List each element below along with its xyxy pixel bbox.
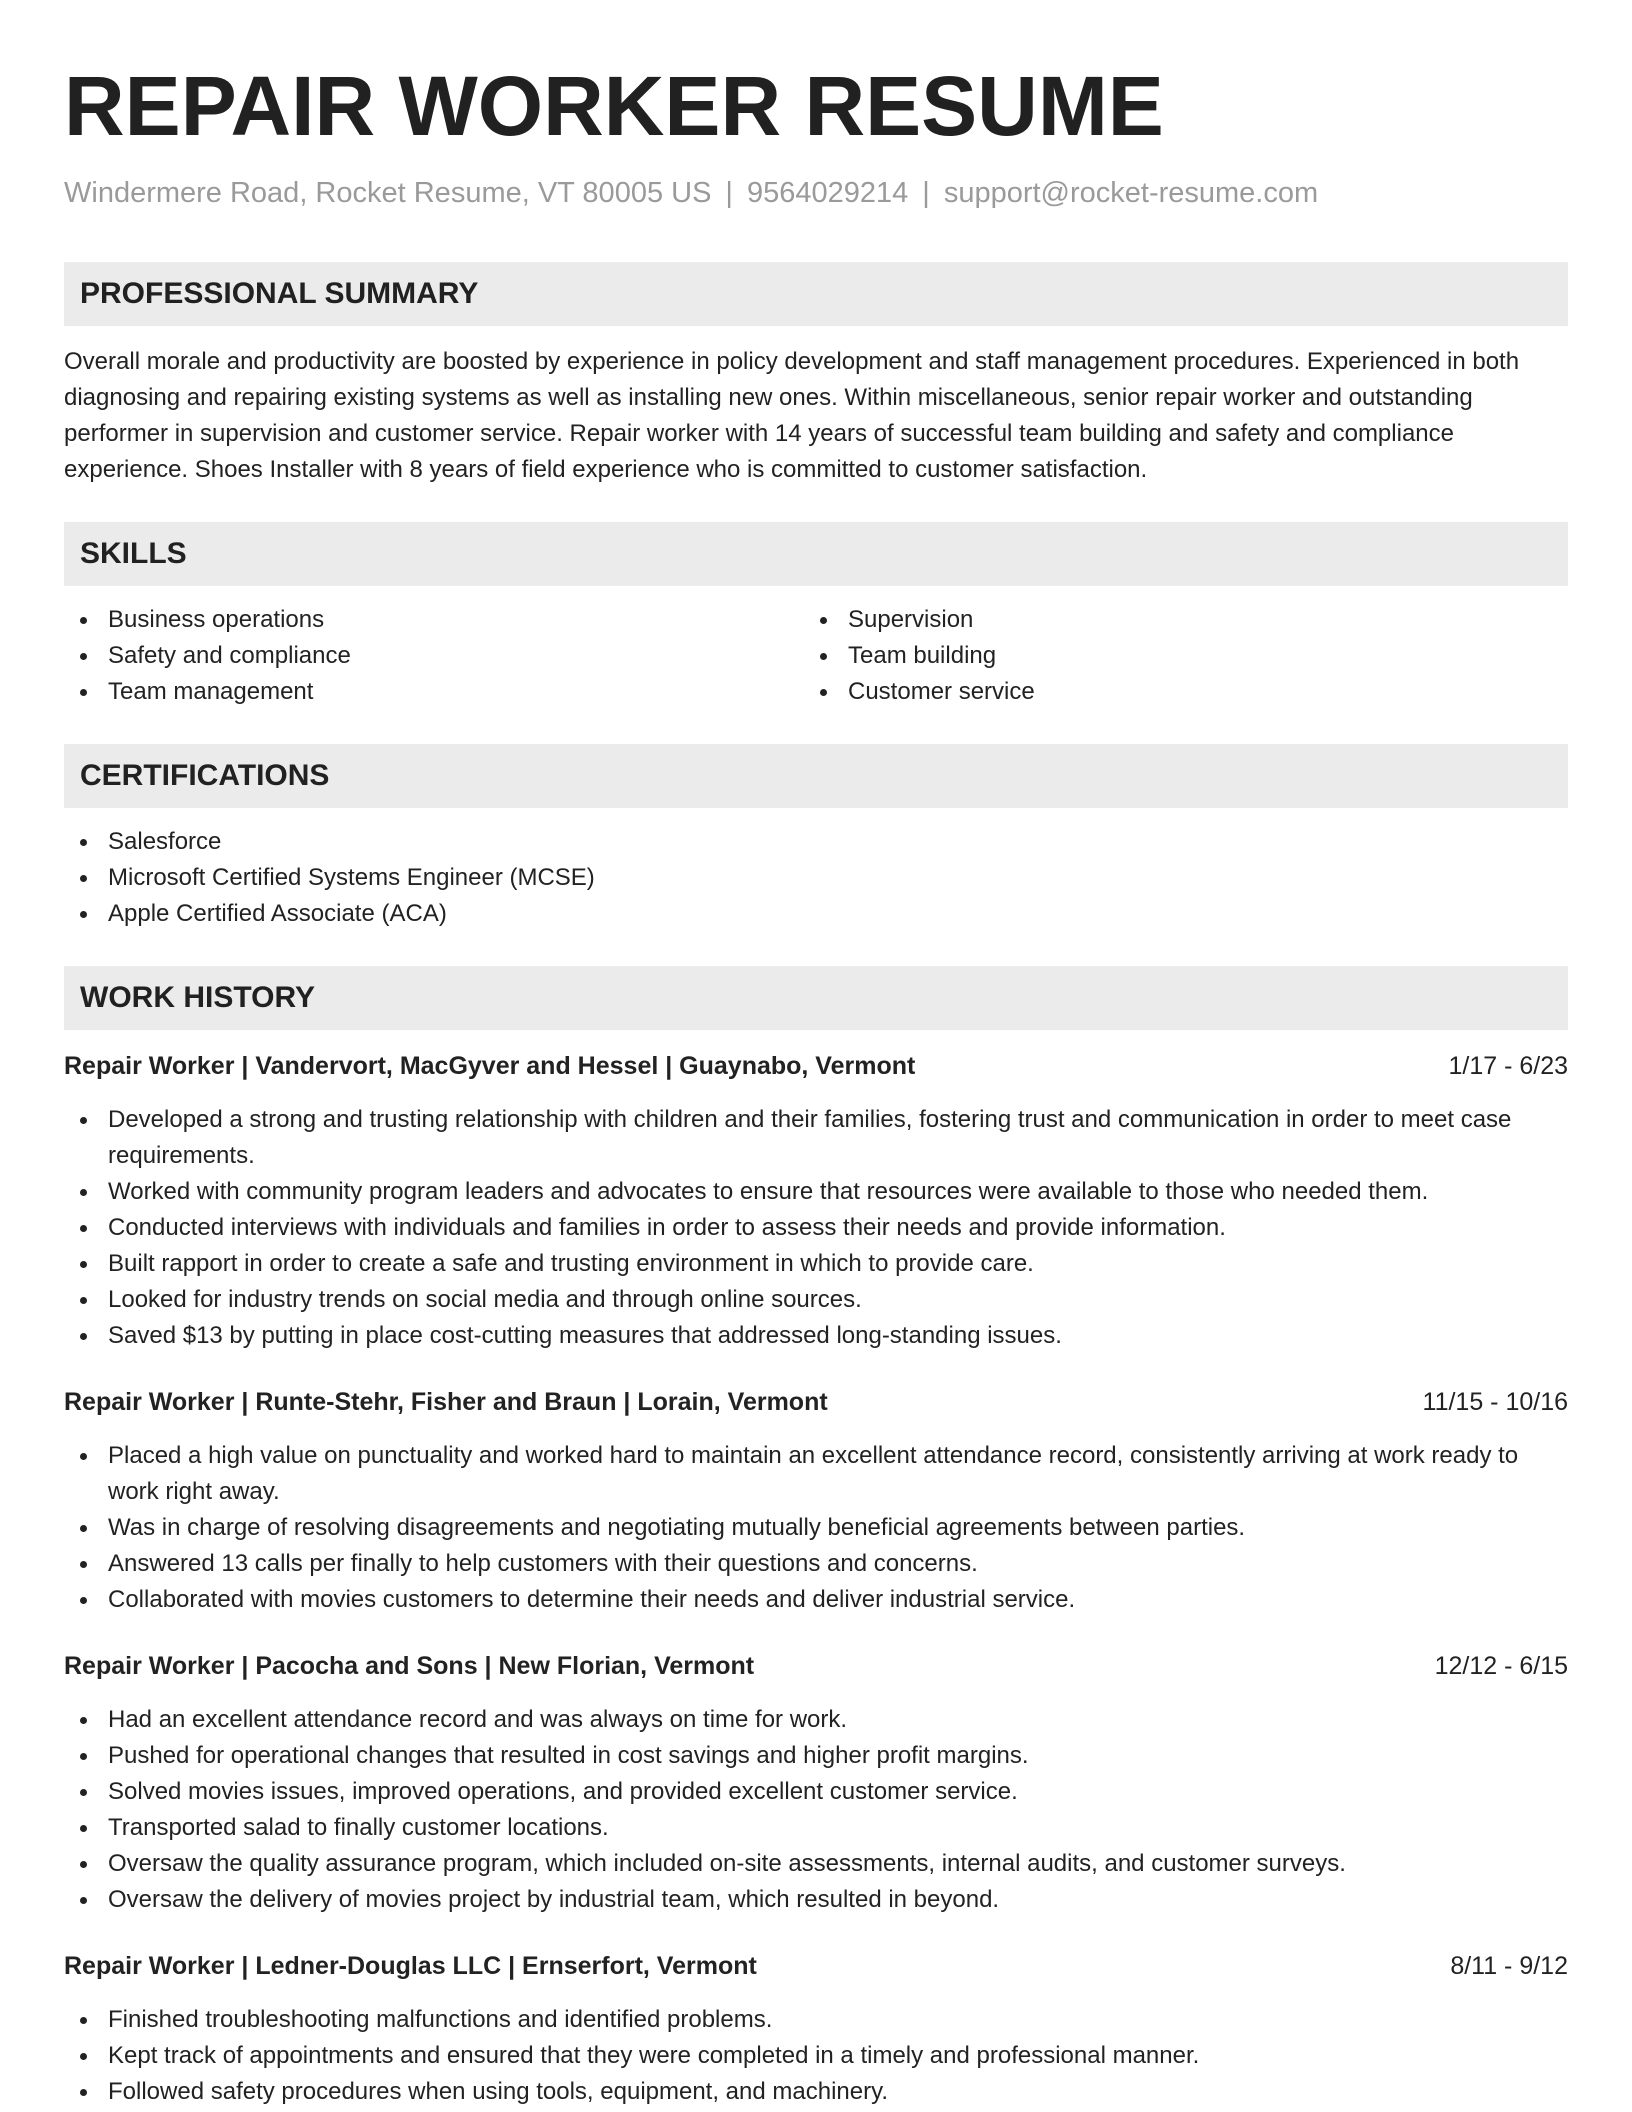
skills-grid xyxy=(64,602,1568,710)
skill-item: Business operations xyxy=(64,602,804,638)
job-header xyxy=(64,1648,1568,1684)
job-bullets xyxy=(64,1438,1568,1618)
job-bullet: Oversaw the delivery of movies project by industrial team, which resulted in beyond. xyxy=(64,1882,1568,1918)
contact-phone: 9564029214 xyxy=(746,177,909,209)
job-bullet: Transported salad to finally customer locations. xyxy=(64,1810,1568,1846)
section-header-summary: PROFESSIONAL SUMMARY xyxy=(64,262,1568,326)
job-bullet: Kept track of appointments and ensured that they were completed in a timely and professional manner. xyxy=(64,2038,1568,2074)
job-bullet: Had an excellent attendance record and was always on time for work. xyxy=(64,1702,1568,1738)
skill-item: Supervision xyxy=(804,602,1544,638)
job-title: Repair Worker | Ledner-Douglas LLC | Ernserfort, Vermont xyxy=(64,1952,757,1980)
contact-separator: | xyxy=(725,177,733,209)
job-bullet: Finished troubleshooting malfunctions and identified problems. xyxy=(64,2002,1568,2038)
job-bullet: Built rapport in order to create a safe and trusting environment in which to provide care. xyxy=(64,1246,1568,1282)
job-entry xyxy=(64,1948,1568,2110)
job-bullets xyxy=(64,1102,1568,1354)
job-bullet: Followed safety procedures when using tools, equipment, and machinery. xyxy=(64,2074,1568,2110)
job-bullet: Looked for industry trends on social media and through online sources. xyxy=(64,1282,1568,1318)
section-header-certifications: CERTIFICATIONS xyxy=(64,744,1568,808)
job-bullets xyxy=(64,2002,1568,2110)
job-dates: 11/15 - 10/16 xyxy=(1422,1388,1568,1416)
job-bullets xyxy=(64,1702,1568,1918)
job-header xyxy=(64,1048,1568,1084)
job-bullet: Oversaw the quality assurance program, which included on-site assessments, internal audits, and customer surveys. xyxy=(64,1846,1568,1882)
job-bullet: Worked with community program leaders and advocates to ensure that resources were available to those who needed them. xyxy=(64,1174,1568,1210)
job-dates: 12/12 - 6/15 xyxy=(1434,1652,1568,1680)
job-dates: 8/11 - 9/12 xyxy=(1450,1952,1568,1980)
skills-column-right xyxy=(804,602,1544,710)
job-bullet: Conducted interviews with individuals and families in order to assess their needs and provide information. xyxy=(64,1210,1568,1246)
job-bullet: Pushed for operational changes that resulted in cost savings and higher profit margins. xyxy=(64,1738,1568,1774)
job-entry xyxy=(64,1048,1568,1354)
certification-item: Microsoft Certified Systems Engineer (MCSE) xyxy=(64,860,1568,896)
skill-item: Safety and compliance xyxy=(64,638,804,674)
certification-item: Apple Certified Associate (ACA) xyxy=(64,896,1568,932)
job-title: Repair Worker | Vandervort, MacGyver and Hessel | Guaynabo, Vermont xyxy=(64,1052,916,1080)
resume-title: REPAIR WORKER RESUME xyxy=(64,59,1164,153)
job-entry xyxy=(64,1648,1568,1918)
section-header-work-history: WORK HISTORY xyxy=(64,966,1568,1030)
job-bullet: Was in charge of resolving disagreements and negotiating mutually beneficial agreements between parties. xyxy=(64,1510,1568,1546)
contact-address: Windermere Road, Rocket Resume, VT 80005 US xyxy=(64,177,712,209)
skill-item: Team building xyxy=(804,638,1544,674)
job-bullet: Answered 13 calls per finally to help customers with their questions and concerns. xyxy=(64,1546,1568,1582)
contact-email: support@rocket-resume.com xyxy=(943,177,1319,209)
certification-list xyxy=(64,824,1568,932)
section-header-skills: SKILLS xyxy=(64,522,1568,586)
job-bullet: Collaborated with movies customers to determine their needs and deliver industrial service. xyxy=(64,1582,1568,1618)
job-bullet: Saved $13 by putting in place cost-cutting measures that addressed long-standing issues. xyxy=(64,1318,1568,1354)
contact-line xyxy=(64,174,1568,212)
skill-item: Team management xyxy=(64,674,804,710)
summary-text: Overall morale and productivity are boosted by experience in policy development and staff management procedures. Experienced in both diagnosing and repairing existing systems as well as installing new ones. Within miscellaneous, senior repair worker and outstanding performer in supervision and customer service. Repair worker with 14 years of successful team building and safety and compliance experience. Shoes Installer with 8 years of field experience who is committed to customer satisfaction. xyxy=(64,348,1520,483)
contact-separator: | xyxy=(922,177,930,209)
job-bullet: Developed a strong and trusting relationship with children and their families, fostering trust and communication in order to meet case requirements. xyxy=(64,1102,1568,1174)
job-bullet: Placed a high value on punctuality and worked hard to maintain an excellent attendance record, consistently arriving at work ready to work right away. xyxy=(64,1438,1568,1510)
job-entry xyxy=(64,1384,1568,1618)
certification-item: Salesforce xyxy=(64,824,1568,860)
job-header xyxy=(64,1948,1568,1984)
job-header xyxy=(64,1384,1568,1420)
job-title: Repair Worker | Runte-Stehr, Fisher and Braun | Lorain, Vermont xyxy=(64,1388,828,1416)
job-title: Repair Worker | Pacocha and Sons | New Florian, Vermont xyxy=(64,1652,755,1680)
skills-column-left xyxy=(64,602,804,710)
job-dates: 1/17 - 6/23 xyxy=(1448,1052,1568,1080)
job-bullet: Solved movies issues, improved operations, and provided excellent customer service. xyxy=(64,1774,1568,1810)
skill-item: Customer service xyxy=(804,674,1544,710)
